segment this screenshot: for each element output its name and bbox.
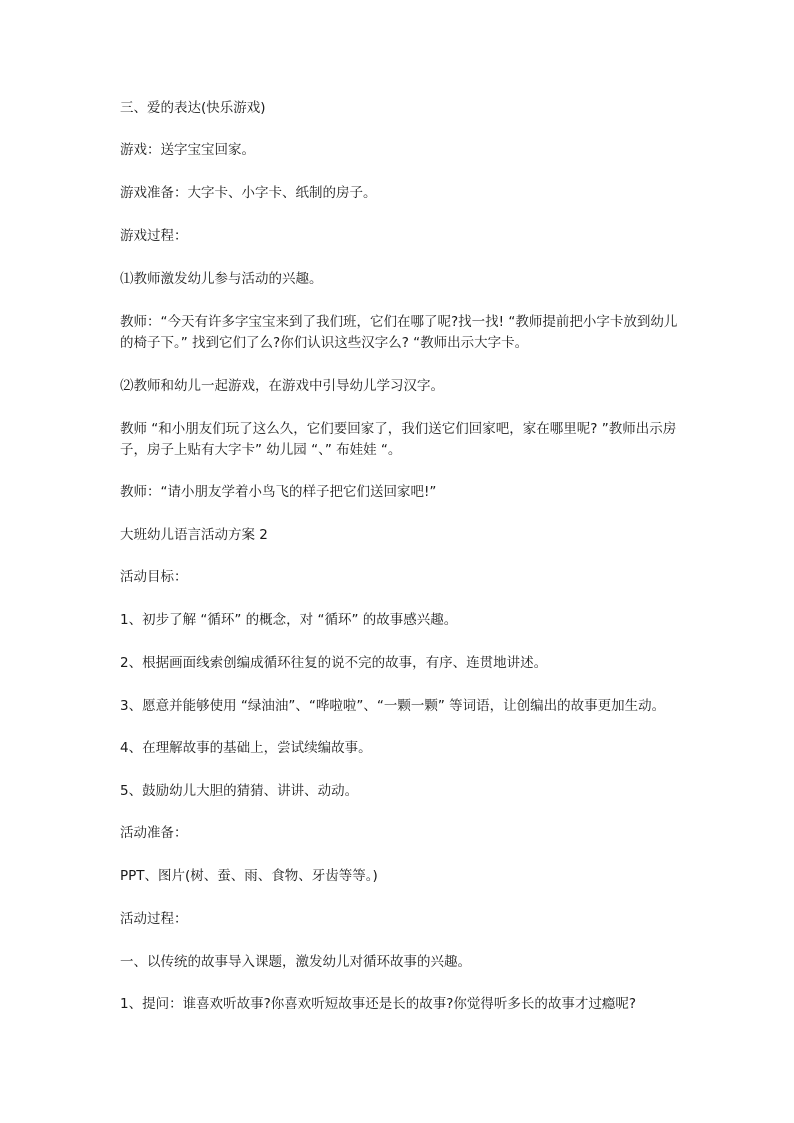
goal-item-5: 5、鼓励幼儿大胆的猜猜、讲讲、动动。 — [120, 783, 359, 799]
activity-process-heading: 活动过程： — [120, 911, 188, 927]
game-step-2: ⑵教师和幼儿一起游戏，在游戏中引导幼儿学习汉字。 — [120, 378, 444, 394]
goal-item-4: 4、在理解故事的基础上，尝试续编故事。 — [120, 740, 372, 756]
section-heading-love-expression: 三、爱的表达(快乐游戏) — [120, 100, 266, 116]
game-name: 游戏：送字宝宝回家。 — [120, 142, 255, 158]
process-section-1: 一、以传统的故事导入课题，激发幼儿对循环故事的兴趣。 — [120, 954, 471, 970]
process-step-1: 1、提问：谁喜欢听故事?你喜欢听短故事还是长的故事?你觉得听多长的故事才过瘾呢? — [120, 996, 637, 1012]
teacher-dialogue-3: 教师：“请小朋友学着小鸟飞的样子把它们送回家吧!” — [120, 484, 437, 500]
activity-goals-heading: 活动目标： — [120, 569, 188, 585]
goal-item-2: 2、根据画面线索创编成循环往复的说不完的故事，有序、连贯地讲述。 — [120, 655, 548, 671]
game-process-heading: 游戏过程： — [120, 228, 188, 244]
activity-preparation-heading: 活动准备： — [120, 825, 188, 841]
preparation-materials: PPT、图片(树、蚕、雨、食物、牙齿等等。) — [120, 868, 378, 884]
game-step-1: ⑴教师激发幼儿参与活动的兴趣。 — [120, 271, 323, 287]
teacher-dialogue-1: 教师：“今天有许多字宝宝来到了我们班，它们在哪了呢?找一找! “教师提前把小字卡放到幼儿的椅子下。” 找到它们了么?你们认识这些汉字么? “教师出示大字卡。 — [120, 314, 678, 351]
plan-2-title: 大班幼儿语言活动方案 2 — [120, 527, 268, 543]
teacher-dialogue-2: 教师 “和小朋友们玩了这么久，它们要回家了，我们送它们回家吧，家在哪里呢? ”教师出示房子，房子上贴有大字卡” 幼儿园 “、” 布娃娃 “。 — [120, 421, 677, 458]
goal-item-1: 1、初步了解 “循环” 的概念，对 “循环” 的故事感兴趣。 — [120, 612, 458, 628]
goal-item-3: 3、愿意并能够使用 “绿油油”、“哗啦啦”、“一颗一颗” 等词语，让创编出的故事更加生动。 — [120, 698, 666, 714]
game-preparation: 游戏准备：大字卡、小字卡、纸制的房子。 — [120, 185, 377, 201]
